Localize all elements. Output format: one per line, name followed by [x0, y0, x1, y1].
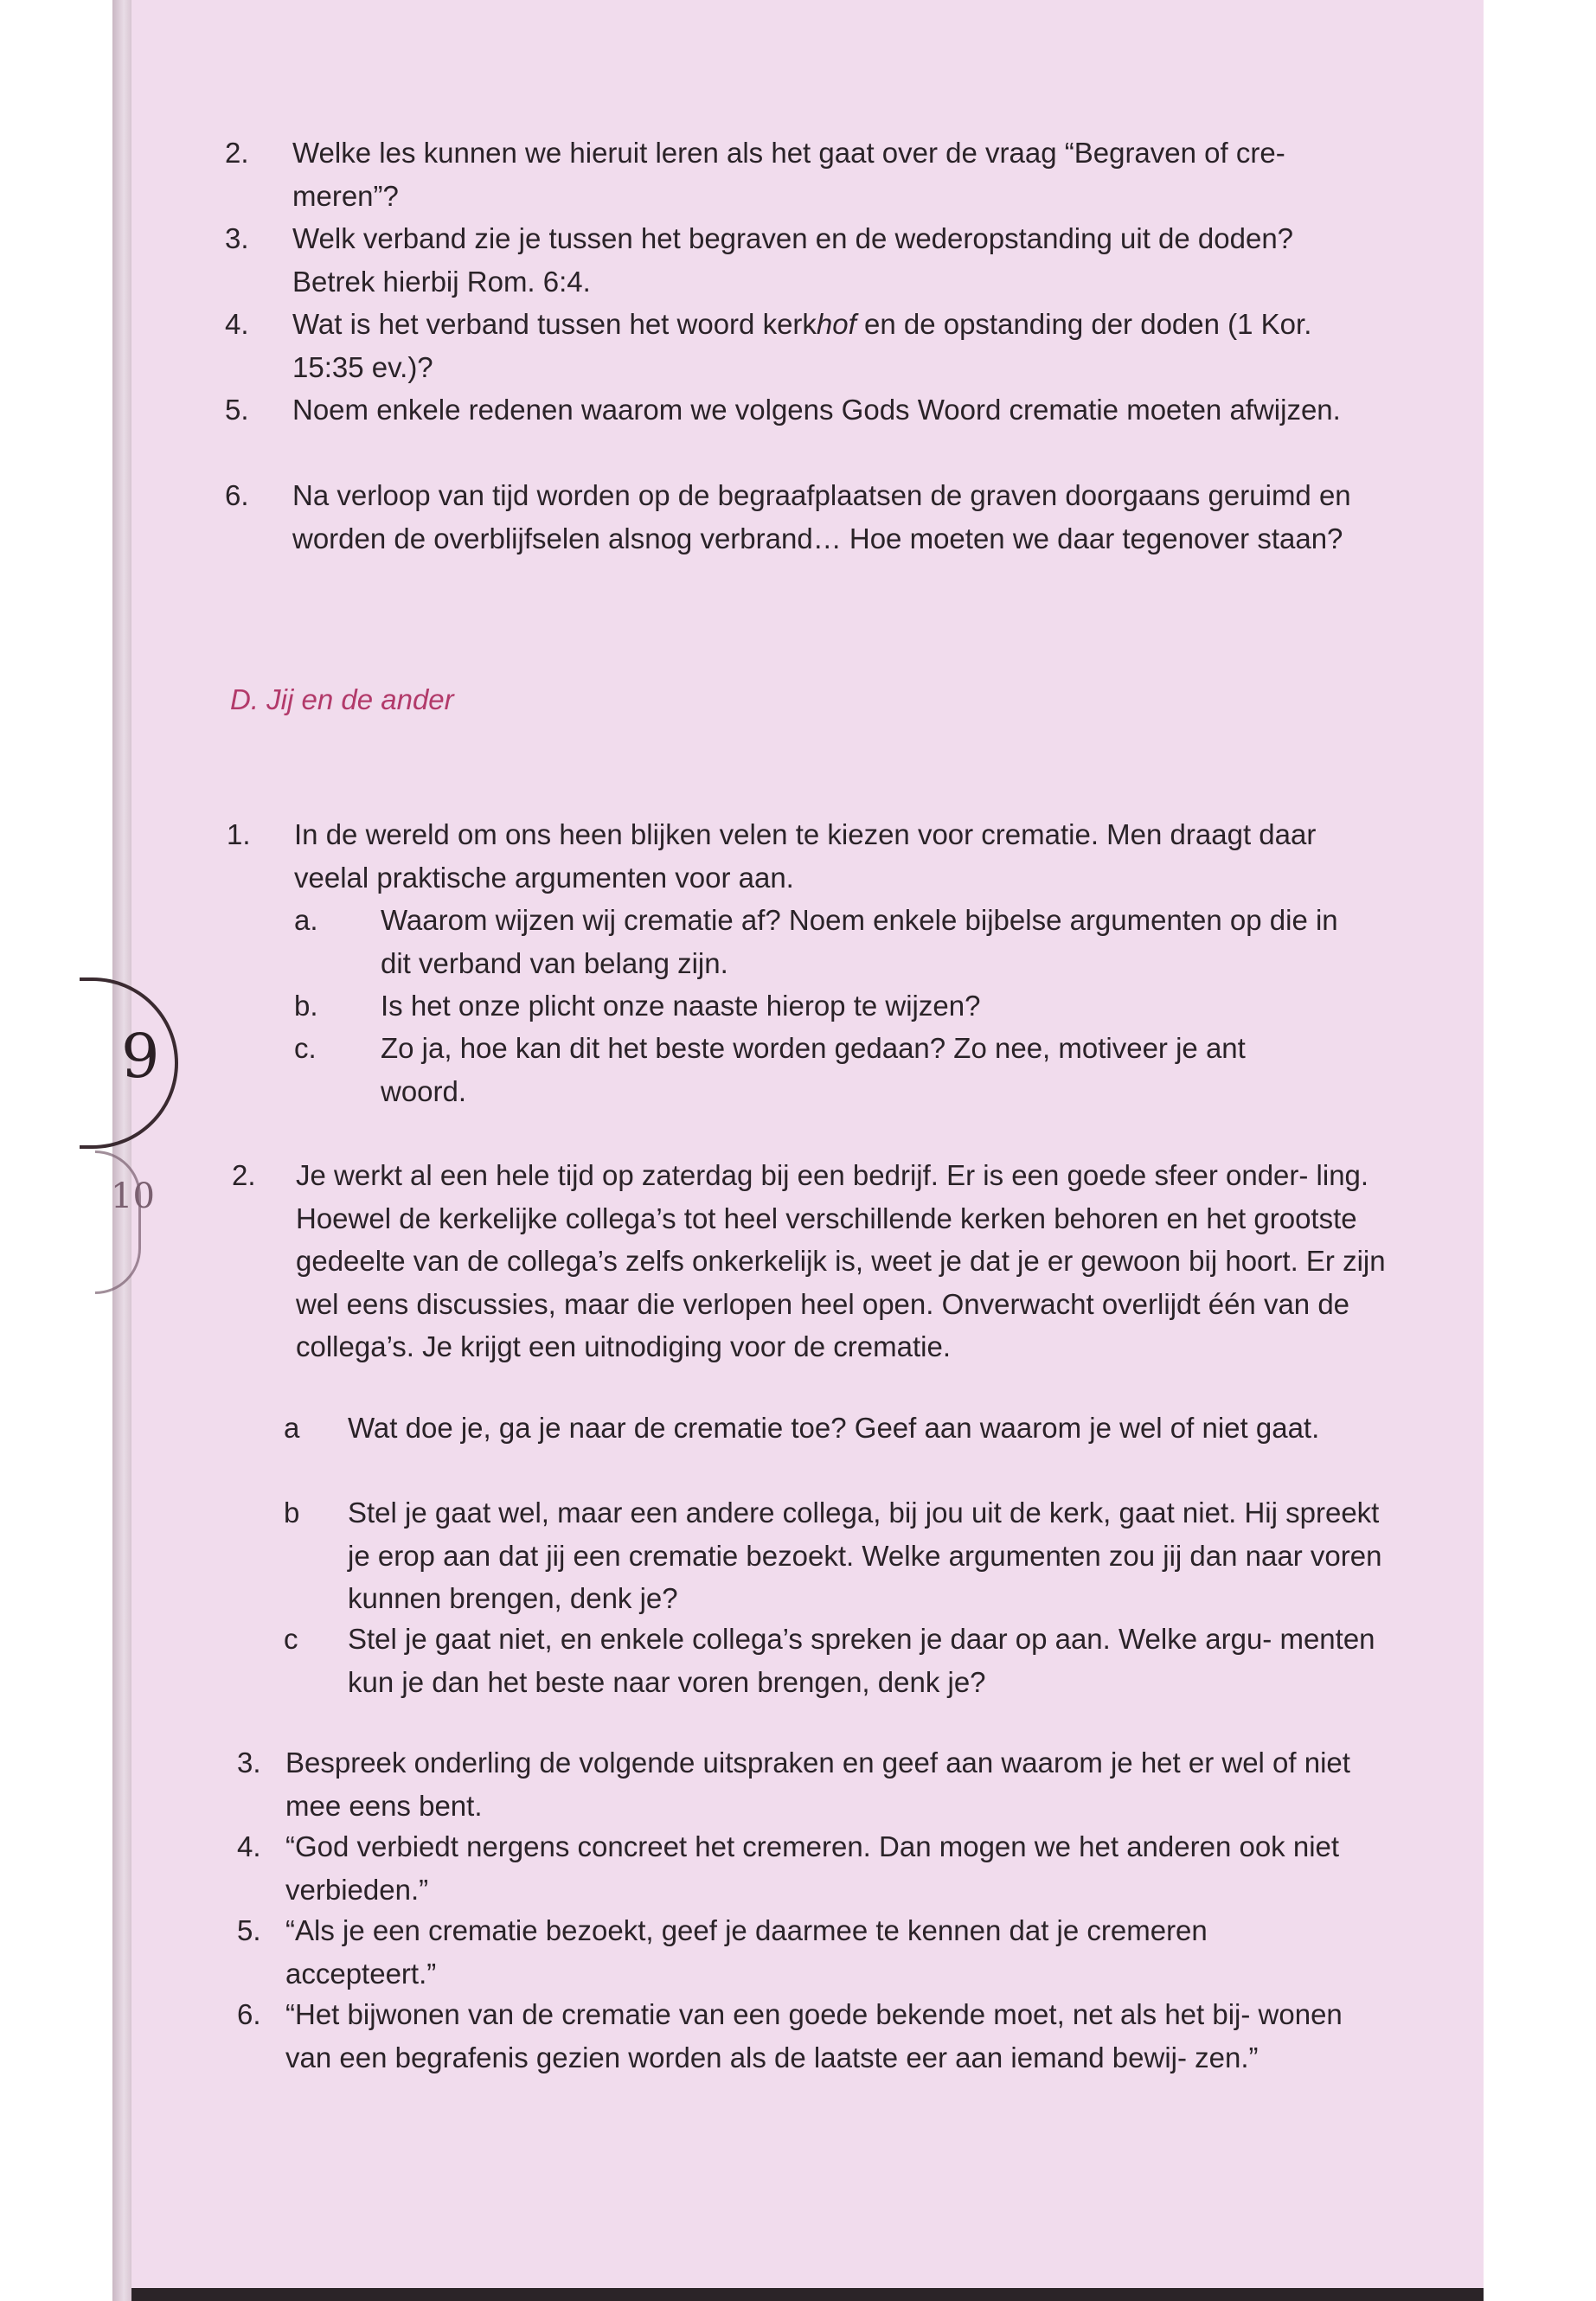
- question-text: Welk verband zie je tussen het begraven en de wederopstanding uit de doden? Betrek hierbij Rom. 6:4.: [292, 222, 1294, 298]
- sub-question: [284, 1491, 1391, 1620]
- question-item: [237, 1993, 1396, 2079]
- question-number: 2.: [232, 1159, 256, 1191]
- question-text: Noem enkele redenen waarom we volgens Gods Woord crematie moeten afwijzen.: [292, 394, 1341, 426]
- question-item: [227, 813, 1386, 899]
- sub-question-letter: a: [284, 1412, 300, 1444]
- question-number: 6.: [225, 479, 249, 511]
- question-number: 5.: [225, 394, 249, 426]
- question-text: “God verbiedt nergens concreet het cremeren. Dan mogen we het anderen ook niet verbieden.”: [285, 1830, 1340, 1906]
- question-text: “Het bijwonen van de crematie van een goede bekende moet, net als het bij- wonen van een begrafenis gezien worden als de laatste eer aan iemand bewij- zen.”: [285, 1998, 1343, 2073]
- sub-question: [294, 984, 1384, 1028]
- sub-question-text: Stel je gaat wel, maar een andere collega, bij jou uit de kerk, gaat niet. Hij spreekt je erop aan dat jij een crematie bezoekt. Welke argumenten zou jij dan naar voren kunnen brengen, denk je?: [348, 1497, 1382, 1614]
- question-number: 5.: [237, 1914, 261, 1946]
- question-item: [225, 474, 1384, 560]
- next-chapter-tab-number: 10: [111, 1176, 155, 1216]
- question-text-part: Wat is het verband tussen het woord kerk: [292, 308, 817, 340]
- sub-question-letter: c.: [294, 1032, 317, 1064]
- sub-question-text: Waarom wijzen wij crematie af? Noem enkele bijbelse argumenten op die in dit verband van belang zijn.: [381, 904, 1338, 979]
- question-text: “Als je een crematie bezoekt, geef je daarmee te kennen dat je cremeren accepteert.”: [285, 1914, 1208, 1990]
- question-text: In de wereld om ons heen blijken velen te kiezen voor crematie. Men draagt daar veelal praktische argumenten voor aan.: [294, 818, 1317, 894]
- sub-question-letter: a.: [294, 904, 318, 936]
- question-text: Je werkt al een hele tijd op zaterdag bij een bedrijf. Er is een goede sfeer onder- ling. Hoewel de kerkelijke collega’s tot heel verschillende kerken behoren en het grootste gedeelte van de collega’s zelfs onkerkelijk is, weet je dat je er gewoon bij hoort. Er zijn wel eens discussies, maar die verlopen heel open. Onverwacht overlijdt één van de collega’s. Je krijgt een uitnodiging voor de crematie.: [296, 1159, 1386, 1362]
- sub-question-letter: c: [284, 1623, 298, 1655]
- sub-question: [284, 1407, 1391, 1450]
- question-number: 2.: [225, 137, 249, 169]
- question-text: [292, 303, 1384, 388]
- question-number: 4.: [225, 308, 249, 340]
- question-number: 6.: [237, 1998, 261, 2030]
- question-item: [237, 1825, 1396, 1911]
- sub-question: [284, 1618, 1391, 1703]
- question-item: [232, 1154, 1391, 1368]
- page-bottom-edge: [131, 2288, 1484, 2301]
- question-number: 4.: [237, 1830, 261, 1862]
- sub-question: [294, 899, 1384, 984]
- sub-question-text: Is het onze plicht onze naaste hierop te wijzen?: [381, 990, 981, 1022]
- question-item: [225, 303, 1384, 388]
- sub-question-text: Zo ja, hoe kan dit het beste worden gedaan? Zo nee, motiveer je ant woord.: [381, 1032, 1246, 1107]
- sub-question-letter: b: [284, 1497, 300, 1529]
- question-item: [225, 131, 1384, 217]
- question-text: Welke les kunnen we hieruit leren als het gaat over de vraag “Begraven of cre- meren”?: [292, 137, 1285, 212]
- question-text: Na verloop van tijd worden op de begraafplaatsen de graven doorgaans geruimd en worden de overblijfselen alsnog verbrand… Hoe moeten we daar tegenover staan?: [292, 479, 1351, 554]
- sub-question-text: Wat doe je, ga je naar de crematie toe? Geef aan waarom je wel of niet gaat.: [348, 1412, 1320, 1444]
- question-number: 1.: [227, 818, 251, 850]
- question-text: Bespreek onderling de volgende uitspraken en geef aan waarom je het er wel of niet mee eens bent.: [285, 1747, 1350, 1822]
- question-item: [225, 388, 1384, 432]
- question-item: [225, 217, 1384, 303]
- chapter-tab-number: 9: [121, 1021, 160, 1092]
- sub-question-text: Stel je gaat niet, en enkele collega’s spreken je daar op aan. Welke argu- menten kun je dan het beste naar voren brengen, denk je?: [348, 1623, 1375, 1698]
- book-binding-gutter: [112, 0, 131, 2301]
- question-text-part: en de opstanding der doden (1 Kor. 15:35 ev.)?: [292, 308, 1312, 383]
- question-item: [237, 1909, 1396, 1995]
- question-number: 3.: [237, 1747, 261, 1779]
- question-number: 3.: [225, 222, 249, 254]
- question-item: [237, 1741, 1396, 1827]
- sub-question-letter: b.: [294, 990, 318, 1022]
- question-text-emphasis: hof: [816, 308, 856, 340]
- section-heading: D. Jij en de ander: [230, 683, 454, 715]
- sub-question: [294, 1027, 1384, 1112]
